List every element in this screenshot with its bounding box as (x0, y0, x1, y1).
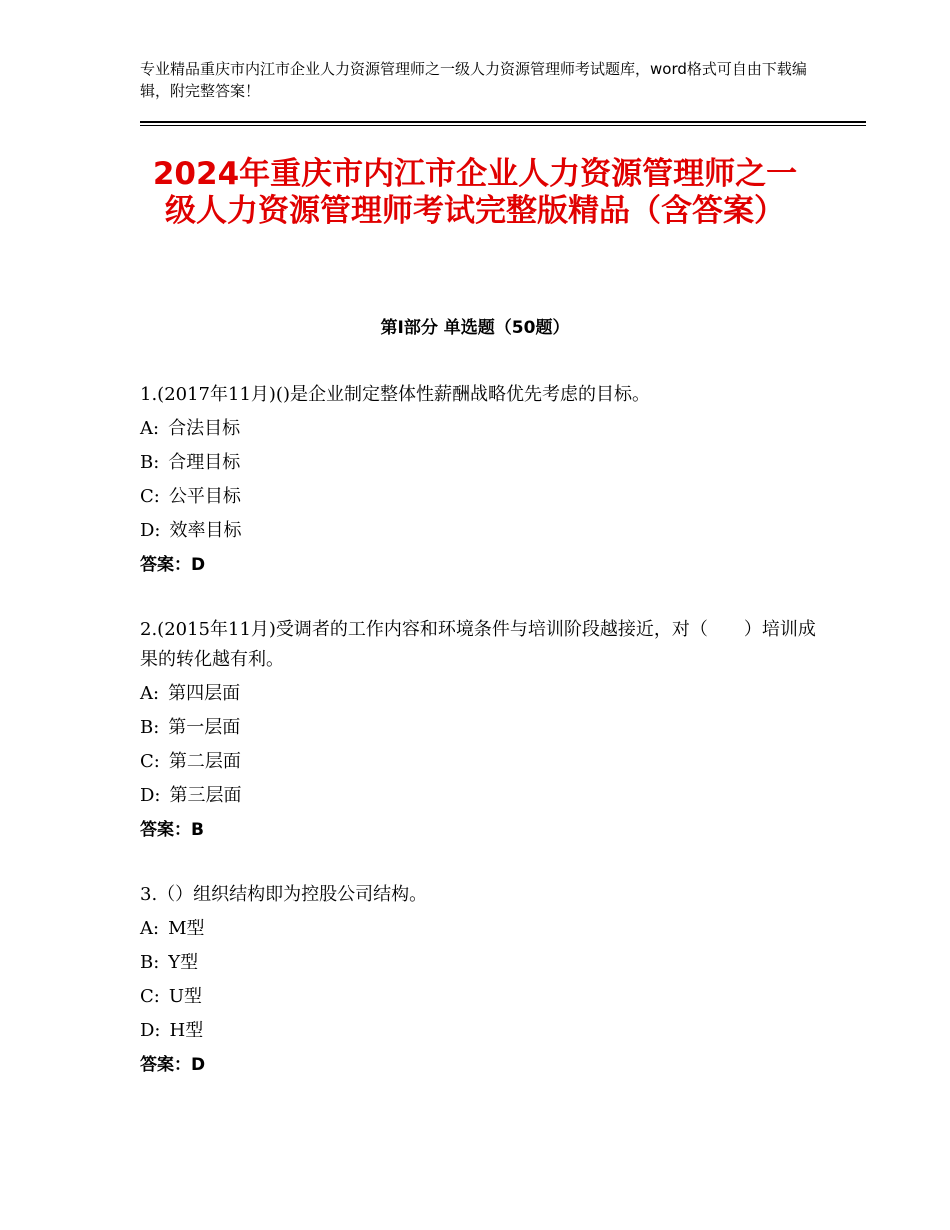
option-d (140, 779, 820, 813)
option-text: H型 (169, 1020, 204, 1041)
option-c (140, 980, 820, 1014)
option-letter: B: (140, 452, 160, 473)
question-text: 2.(2015年11月)受调者的工作内容和环境条件与培训阶段越接近，对（ ）培训成果的转化越有利。 (140, 619, 816, 670)
header-rule-thick (140, 121, 866, 123)
option-text: 效率目标 (169, 520, 242, 541)
option-letter: C: (140, 486, 160, 507)
option-letter: A: (140, 418, 160, 439)
option-letter: C: (140, 751, 160, 772)
option-letter: C: (140, 986, 160, 1007)
question-text: 3.（）组织结构即为控股公司结构。 (140, 884, 428, 905)
answer: 答案：B (140, 820, 204, 840)
option-letter: D: (140, 785, 161, 806)
option-text: M型 (168, 918, 205, 939)
answer: 答案：D (140, 1055, 206, 1075)
option-text: Y型 (168, 952, 199, 973)
question-3 (140, 880, 820, 1082)
option-d (140, 514, 820, 548)
option-letter: A: (140, 918, 160, 939)
option-b (140, 446, 820, 480)
question-1 (140, 380, 820, 582)
option-text: 第一层面 (168, 717, 241, 738)
option-d (140, 1014, 820, 1048)
option-c (140, 745, 820, 779)
option-letter: B: (140, 717, 160, 738)
option-a (140, 412, 820, 446)
option-text: 合理目标 (168, 452, 241, 473)
question-list (140, 380, 820, 1115)
option-text: 第三层面 (169, 785, 242, 806)
option-letter: D: (140, 520, 161, 541)
option-letter: B: (140, 952, 160, 973)
section-title: 第Ⅰ部分 单选题（50题） (380, 318, 570, 338)
question-2 (140, 615, 820, 847)
option-letter: A: (140, 683, 160, 704)
option-text: 合法目标 (168, 418, 241, 439)
answer: 答案：D (140, 555, 206, 575)
option-b (140, 946, 820, 980)
document-title: 2024年重庆市内江市企业人力资源管理师之一级人力资源管理师考试完整版精品（含答案） (152, 156, 798, 229)
header-rule-thin (140, 125, 866, 126)
option-text: 第二层面 (168, 751, 241, 772)
option-c (140, 480, 820, 514)
option-a (140, 912, 820, 946)
option-text: U型 (168, 986, 203, 1007)
option-text: 第四层面 (168, 683, 241, 704)
header-note: 专业精品重庆市内江市企业人力资源管理师之一级人力资源管理师考试题库，word格式可自由下载编辑，附完整答案！ (140, 60, 807, 100)
option-b (140, 711, 820, 745)
option-text: 公平目标 (168, 486, 241, 507)
question-text: 1.(2017年11月)()是企业制定整体性薪酬战略优先考虑的目标。 (140, 384, 650, 405)
option-letter: D: (140, 1020, 161, 1041)
option-a (140, 677, 820, 711)
